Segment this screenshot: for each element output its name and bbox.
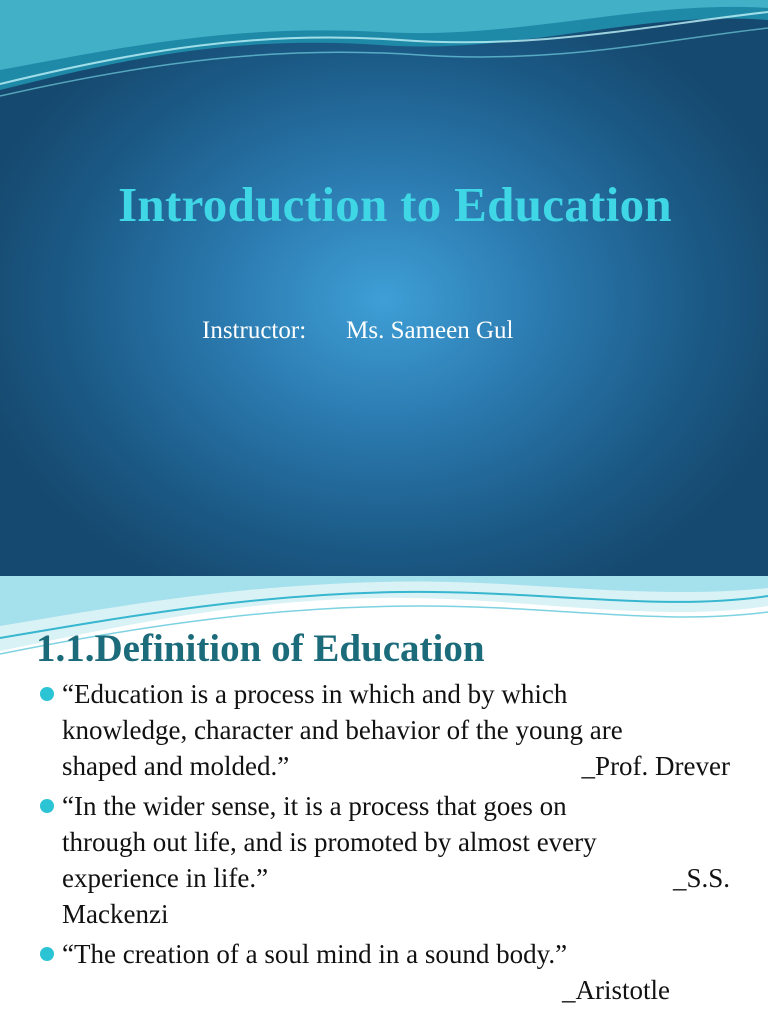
quote-author: _Aristotle [562,975,670,1005]
quote-line [62,748,730,784]
wave-decoration [0,0,768,120]
quote-line: “The creation of a soul mind in a sound body.” [62,939,568,969]
bullet-icon [40,799,54,813]
content-slide [0,576,768,1024]
section-heading: 1.1.Definition of Education [36,627,485,670]
quote-text: experience in life.” [62,863,269,893]
quote-author: _S.S. [672,863,730,893]
instructor-line [202,317,514,345]
quote-line: through out life, and is promoted by almost every [62,827,597,857]
instructor-label: Instructor: [202,317,307,344]
list-item [40,676,730,784]
list-item [40,936,730,1008]
quote-line: knowledge, character and behavior of the young are [62,715,623,745]
quote-line: “In the wider sense, it is a process that goes on [62,791,567,821]
slide-title: Introduction to Education [118,177,672,232]
list-item [40,788,730,932]
quote-author-continued: Mackenzi [62,899,169,929]
quote-line [62,860,730,896]
quote-text: shaped and molded.” [62,751,290,781]
bullet-icon [40,947,54,961]
definitions-list [40,676,730,1012]
bullet-icon [40,687,54,701]
instructor-name: Ms. Sameen Gul [346,317,514,344]
quote-line: “Education is a process in which and by which [62,679,568,709]
quote-author: _Prof. Drever [581,751,730,781]
